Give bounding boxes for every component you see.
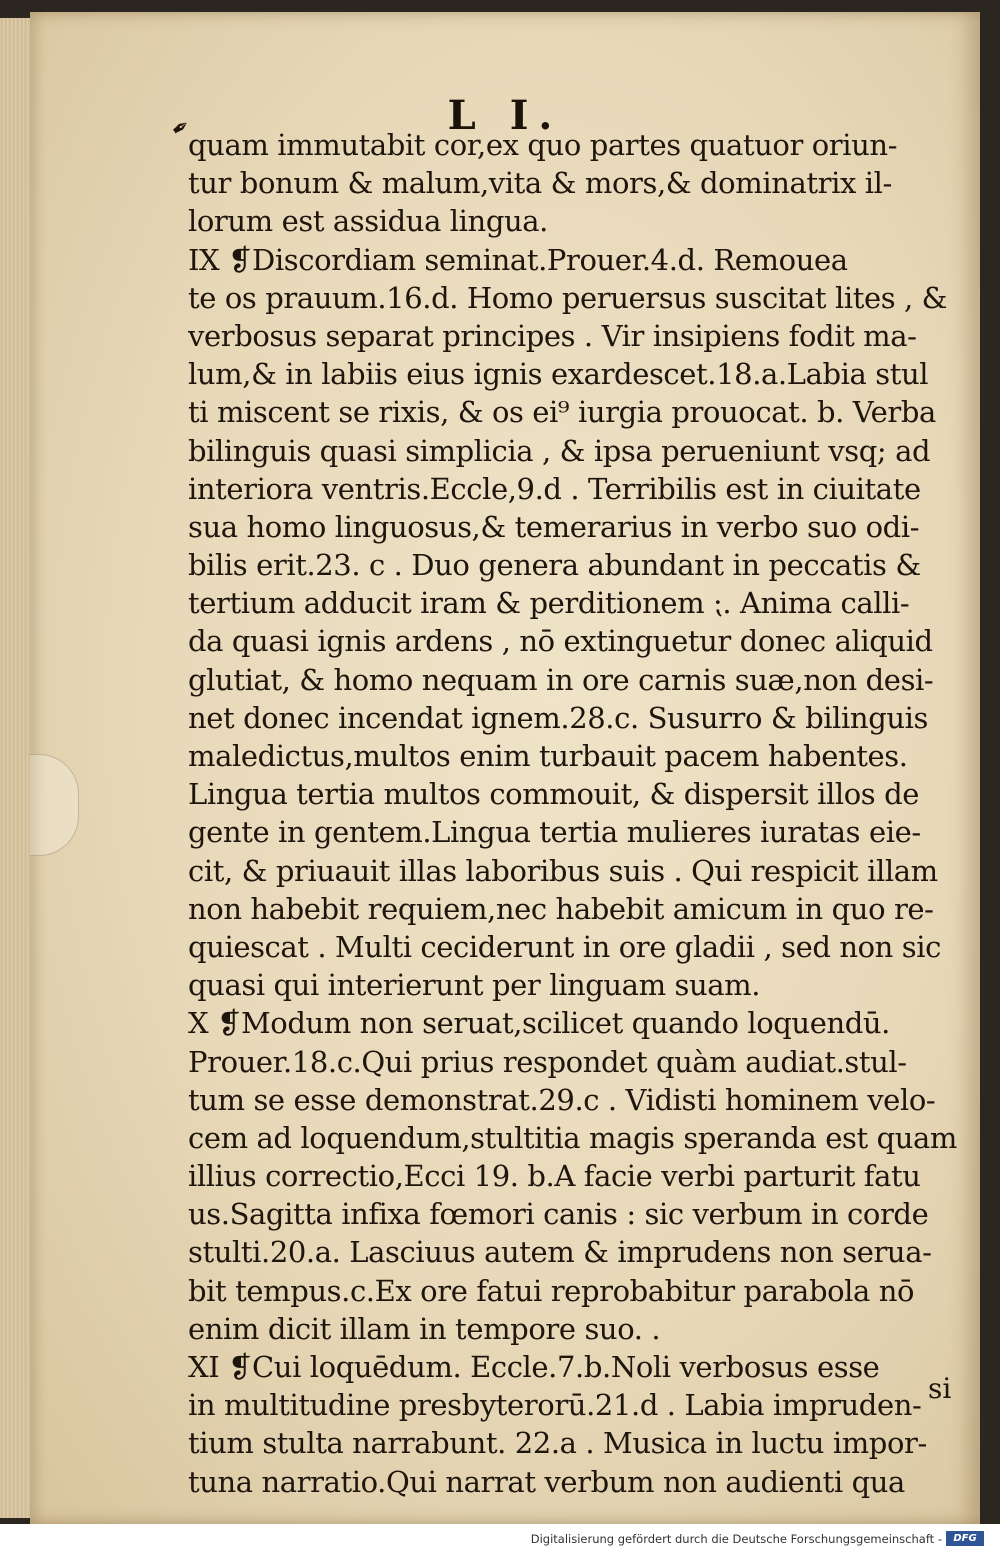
text-line: X ❡Modum non seruat,scilicet quando loquendū. (188, 1006, 891, 1041)
text-line: Prouer.18.c.Qui prius respondet quàm audiat.stul- (188, 1044, 907, 1079)
text-line: sua homo linguosus,& temerarius in verbo suo odi- (188, 509, 920, 544)
text-line: Lingua tertia multos commouit, & dispersit illos de (188, 777, 920, 812)
text-line: maledictus,multos enim turbauit pacem habentes. (188, 739, 908, 773)
text-line: bit tempus.c.Ex ore fatui reprobabitur parabola nō (188, 1273, 915, 1308)
text-line: quam immutabit cor,ex quo partes quatuor oriun- (188, 128, 898, 162)
text-line: te os prauum.16.d. Homo peruersus suscitat lites , & (188, 280, 948, 315)
text-line: enim dicit illam in tempore suo. . (188, 1311, 661, 1346)
text-line: tum se esse demonstrat.29.c . Vidisti hominem velo- (188, 1082, 936, 1117)
text-line: ti miscent se rixis, & os ei⁹ iurgia prouocat. b. Verba (188, 395, 936, 430)
text-line: cit, & priuauit illas laboribus suis . Qui respicit illam (188, 853, 938, 888)
catchword: si (928, 1372, 952, 1405)
footer-bar (0, 1524, 1000, 1554)
dfg-logo: DFG (946, 1531, 984, 1546)
body-text (188, 126, 958, 1501)
text-line: tertium adducit iram & perditionem ⁏. Anima calli- (188, 586, 910, 621)
text-line: XI ❡Cui loquēdum. Eccle.7.b.Noli verbosus esse (188, 1350, 880, 1384)
text-line: us.Sagitta infixa fœmori canis : sic verbum in corde (188, 1197, 929, 1232)
ink-mark: ✒ (166, 112, 196, 145)
text-line: non habebit requiem,nec habebit amicum in quo re- (188, 891, 934, 926)
text-line: bilinguis quasi simplicia , & ipsa perueniunt vsq; ad (188, 433, 931, 468)
text-line: gente in gentem.Lingua tertia mulieres iuratas eie- (188, 815, 921, 850)
page-edges (0, 18, 31, 1518)
folio-number: L I. (447, 92, 563, 139)
text-line: cem ad loquendum,stultitia magis speranda est quam (188, 1120, 958, 1155)
footer-credit: Digitalisierung gefördert durch die Deutsche Forschungsgemeinschaft - (530, 1532, 942, 1546)
text-line: stulti.20.a. Lasciuus autem & imprudens non serua- (188, 1235, 932, 1270)
text-line: quasi qui interierunt per linguam suam. (188, 968, 761, 1003)
text-line: tium stulta narrabunt. 22.a . Musica in luctu impor- (188, 1426, 927, 1461)
text-line: quiescat . Multi ceciderunt in ore gladii , sed non sic (188, 929, 941, 964)
text-line: in multitudine presbyterorū.21.d . Labia impruden- (188, 1388, 922, 1423)
text-line: net donec incendat ignem.28.c. Susurro & bilinguis (188, 700, 928, 735)
text-line: lorum est assidua lingua. (188, 204, 548, 239)
text-line: IX ❡Discordiam seminat.Prouer.4.d. Remouea (188, 242, 848, 277)
text-line: illius correctio,Ecci 19. b.A facie verbi parturit fatu (188, 1159, 921, 1194)
text-line: da quasi ignis ardens , nō extinguetur donec aliquid (188, 624, 933, 659)
page-clip (30, 754, 79, 856)
text-line: tur bonum & malum,vita & mors,& dominatrix il- (188, 166, 892, 201)
text-line: glutiat, & homo nequam in ore carnis suæ,non desi- (188, 662, 934, 697)
text-line: bilis erit.23. c . Duo genera abundant in peccatis & (188, 548, 921, 583)
text-line: verbosus separat principes . Vir insipiens fodit ma- (188, 318, 917, 353)
text-line: lum,& in labiis eius ignis exardescet.18.a.Labia stul (188, 357, 929, 392)
text-line: interiora ventris.Eccle,9.d . Terribilis est in ciuitate (188, 471, 921, 506)
text-line: tuna narratio.Qui narrat verbum non audienti qua (188, 1464, 905, 1499)
